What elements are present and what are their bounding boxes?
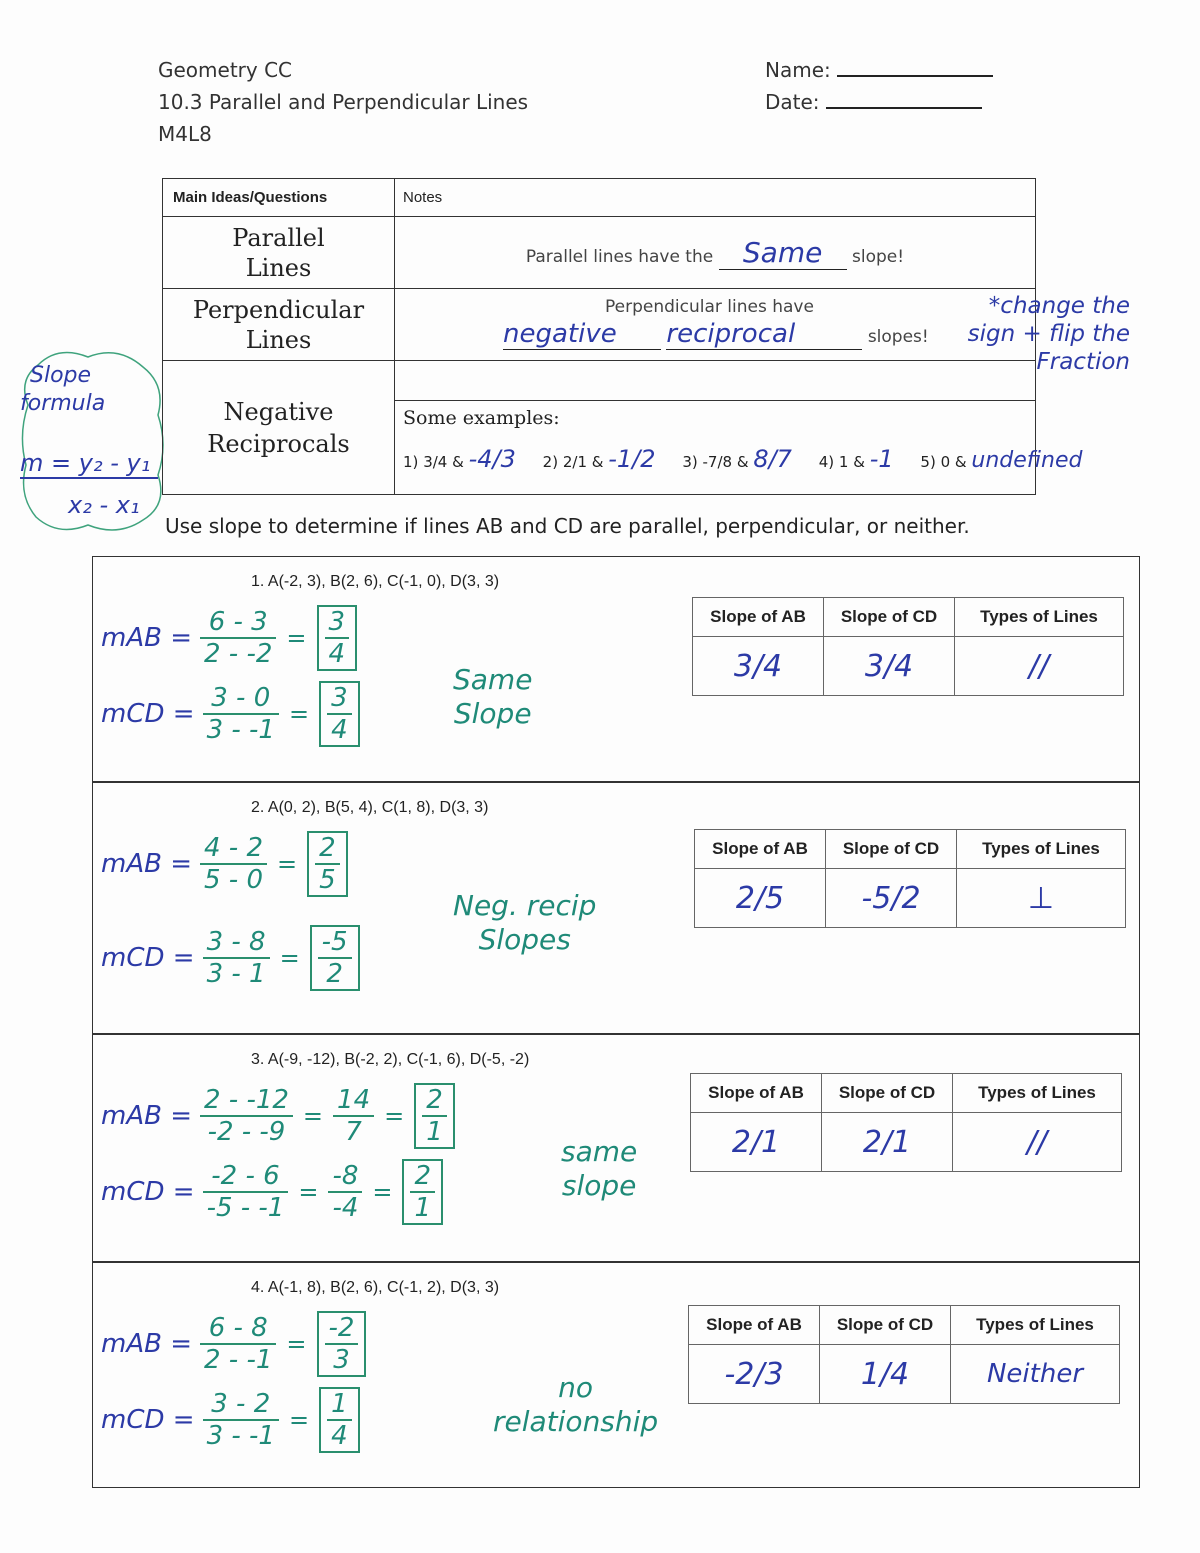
formula-top: m = y₂ - y₁ [20,449,158,479]
ex1: 3/4 & [423,453,464,471]
cloud-line-2: formula [20,391,106,416]
comment-line: Same [453,663,533,696]
margin-comment [453,663,532,731]
mcd-difference-denominator: 3 - -1 [206,1421,275,1451]
equals-sign: = [384,1102,405,1130]
problem-title: 3. A(-9, -12), B(-2, 2), C(-1, 6), D(-5, -2) [251,1051,530,1068]
row2-text-b: slopes! [867,327,929,347]
mcd-result [319,681,360,747]
equals-sign: = [286,624,307,652]
mab-difference-denominator: 5 - 0 [204,865,263,895]
mcd-difference-numerator: -2 - 6 [203,1161,289,1193]
mcd-difference [203,927,270,989]
problem-title: 4. A(-1, 8), B(2, 6), C(-1, 2), D(3, 3) [251,1279,500,1296]
mab-work [101,1083,455,1149]
mcd-difference-numerator: 3 - 8 [203,927,270,959]
problem-title: 2. A(0, 2), B(5, 4), C(1, 8), D(3, 3) [251,799,489,816]
name-blank[interactable] [837,75,993,77]
mab-result [317,605,358,671]
date-label: Date: [765,90,820,114]
slope-ab-header: Slope of AB [691,1074,822,1113]
mab-work [101,1311,366,1377]
mcd-difference-numerator: 3 - 0 [203,683,279,715]
mab-result [307,831,348,897]
slope-table [692,597,1124,696]
mab-result-numerator: 2 [422,1085,447,1117]
row2-label-l2: Lines [245,325,312,354]
examples-row [403,445,1082,473]
flip-note-l2: sign + flip the [967,321,1130,347]
slope-table [688,1305,1120,1404]
mab-difference-denominator: 2 - -1 [204,1345,273,1375]
mcd-difference-denominator: 3 - 1 [206,959,266,989]
slope-ab-header: Slope of AB [693,598,824,637]
equals-sign: = [277,850,298,878]
examples-label: Some examples: [403,407,560,429]
comment-line: same [561,1135,638,1168]
row3-label [163,361,395,495]
ex4-num: 4) [818,453,835,471]
mcd-label: mCD = [101,943,195,973]
col1-header: Main Ideas/Questions [163,179,395,217]
lesson-code: M4L8 [158,122,212,146]
row1-fill: Same [719,236,847,270]
mab-result [414,1083,455,1149]
name-field[interactable] [765,58,993,82]
name-label: Name: [765,58,831,82]
equals-sign: = [298,1178,319,1206]
mab-result [317,1311,367,1377]
type-value: // [955,637,1124,696]
margin-comment [561,1135,637,1203]
row1-text-b: slope! [852,246,905,267]
ex1-num: 1) [403,453,419,471]
mab-difference [200,1085,293,1147]
mcd-difference-denominator: -5 - -1 [206,1193,285,1223]
equals-sign: = [302,1102,324,1130]
row1-text-a: Parallel lines have the [525,246,714,267]
slope-cd-header: Slope of CD [820,1306,951,1345]
mcd-result-denominator: 1 [414,1193,432,1223]
slope-table [690,1073,1122,1172]
mab-label: mAB = [101,1101,192,1131]
types-header: Types of Lines [951,1306,1120,1345]
mcd-result [319,1387,360,1453]
ex4: 1 & [838,453,865,471]
mab-difference-numerator: 2 - -12 [200,1085,293,1117]
row1-note [395,217,1036,289]
row1-label [163,217,395,289]
mcd-label: mCD = [101,699,195,729]
slope-cd-value: 3/4 [824,637,955,696]
slope-ab-header: Slope of AB [689,1306,820,1345]
mab-difference-denominator: 2 - -2 [204,639,273,669]
course-title: Geometry CC [158,58,293,82]
row2-note [395,289,1036,361]
ex3-num: 3) [682,453,698,471]
mcd-difference-denominator: 3 - -1 [206,715,275,745]
mab-difference [200,833,267,895]
slope-table [694,829,1126,928]
equals-sign: = [288,1406,310,1434]
mcd-work [101,1159,443,1225]
mcd-intermediate-denominator: -4 [332,1193,359,1223]
slope-cd-value: 1/4 [820,1345,951,1404]
mab-work [101,605,357,671]
slope-ab-value: -2/3 [689,1345,820,1404]
comment-line: Slopes [478,923,571,956]
slope-cd-header: Slope of CD [824,598,955,637]
mcd-result [310,925,360,991]
row2-text-a: Perpendicular lines have [605,297,814,317]
slope-ab-value: 3/4 [693,637,824,696]
flip-note [944,292,1130,376]
row2-label [163,289,395,361]
col2-header: Notes [395,179,1036,217]
slope-cd-value: -5/2 [826,869,957,928]
equals-sign: = [288,700,310,728]
mab-difference-numerator: 6 - 3 [200,607,276,639]
mcd-label: mCD = [101,1405,195,1435]
mcd-work [101,925,360,991]
slope-ab-value: 2/5 [695,869,826,928]
mcd-result-denominator: 4 [331,1421,348,1451]
row3-blank [395,361,1036,401]
ex5: 0 & [940,453,967,471]
mab-difference-denominator: -2 - -9 [207,1117,286,1147]
mcd-work [101,1387,360,1453]
types-header: Types of Lines [955,598,1124,637]
mab-difference [200,607,276,669]
mcd-result-denominator: 4 [331,715,348,745]
ex5-num: 5) [920,453,936,471]
ex4-answer: -1 [869,445,894,473]
mab-intermediate-denominator: 7 [345,1117,362,1147]
flip-note-l1: *change the [988,293,1130,319]
mcd-result-numerator: 2 [410,1161,435,1193]
mab-difference-numerator: 6 - 8 [200,1313,276,1345]
mab-label: mAB = [101,623,192,653]
mab-difference-numerator: 4 - 2 [200,833,267,865]
mab-label: mAB = [101,1329,192,1359]
comment-line: slope [561,1169,637,1202]
date-field[interactable] [765,90,982,114]
equals-sign: = [372,1178,393,1206]
mcd-result-denominator: 2 [326,959,343,989]
equals-sign: = [279,944,300,972]
row2-fill-2: reciprocal [666,319,862,350]
row3-label-l2: Reciprocals [207,429,350,458]
mcd-result-numerator: 3 [327,683,352,715]
mcd-result-numerator: 1 [327,1389,352,1421]
equals-sign: = [286,1330,307,1358]
mcd-difference [203,683,279,745]
mcd-difference [203,1161,289,1223]
date-blank[interactable] [826,107,982,109]
row1-label-l2: Lines [245,253,312,282]
row2-fill-1: negative [503,319,661,350]
margin-comment [493,1371,658,1439]
ex2-num: 2) [542,453,559,471]
mab-result-numerator: 3 [325,607,350,639]
mab-result-denominator: 4 [328,639,346,669]
ex1-answer: -4/3 [468,445,516,473]
row3-examples [395,401,1083,495]
mab-intermediate [333,1085,374,1147]
flip-note-l3: Fraction [1036,349,1130,375]
ex2-answer: -1/2 [608,445,656,473]
mab-result-numerator: 2 [315,833,340,865]
types-header: Types of Lines [953,1074,1122,1113]
problem-title: 1. A(-2, 3), B(2, 6), C(-1, 0), D(3, 3) [251,573,500,590]
formula-bottom: x₂ - x₁ [68,491,140,519]
slope-ab-header: Slope of AB [695,830,826,869]
slope-ab-value: 2/1 [691,1113,822,1172]
comment-line: no [558,1371,594,1404]
ex2: 2/1 & [562,453,604,471]
type-value: // [953,1113,1122,1172]
slope-formula-cloud [18,345,166,535]
cloud-line-1: Slope [30,363,92,388]
mcd-label: mCD = [101,1177,195,1207]
type-value: Neither [951,1345,1120,1404]
mab-intermediate-numerator: 14 [333,1085,374,1117]
comment-line: Neg. recip [453,889,597,922]
comment-line: relationship [493,1405,659,1438]
mcd-work [101,681,360,747]
mab-label: mAB = [101,849,192,879]
mcd-intermediate-numerator: -8 [328,1161,362,1193]
row1-label-l1: Parallel [232,223,325,252]
type-value: ⊥ [957,869,1126,928]
mcd-result [402,1159,443,1225]
mab-result-numerator: -2 [325,1313,359,1345]
ex3: -7/8 & [702,453,749,471]
lesson-title: 10.3 Parallel and Perpendicular Lines [158,90,529,114]
comment-line: Slope [453,697,532,730]
ex5-answer: undefined [971,448,1083,473]
mcd-difference-numerator: 3 - 2 [203,1389,279,1421]
types-header: Types of Lines [957,830,1126,869]
mcd-difference [203,1389,279,1451]
instructions: Use slope to determine if lines AB and CD are parallel, perpendicular, or neither. [165,514,970,538]
row3-label-l1: Negative [223,397,334,426]
mab-result-denominator: 3 [333,1345,350,1375]
mab-work [101,831,348,897]
margin-comment [453,889,596,957]
mcd-result-numerator: -5 [318,927,352,959]
slope-cd-value: 2/1 [822,1113,953,1172]
mcd-intermediate [328,1161,362,1223]
ex3-answer: 8/7 [753,445,792,473]
slope-cd-header: Slope of CD [826,830,957,869]
mab-result-denominator: 1 [426,1117,443,1147]
mab-result-denominator: 5 [319,865,336,895]
slope-cd-header: Slope of CD [822,1074,953,1113]
row2-label-l1: Perpendicular [192,295,365,324]
mab-difference [200,1313,276,1375]
